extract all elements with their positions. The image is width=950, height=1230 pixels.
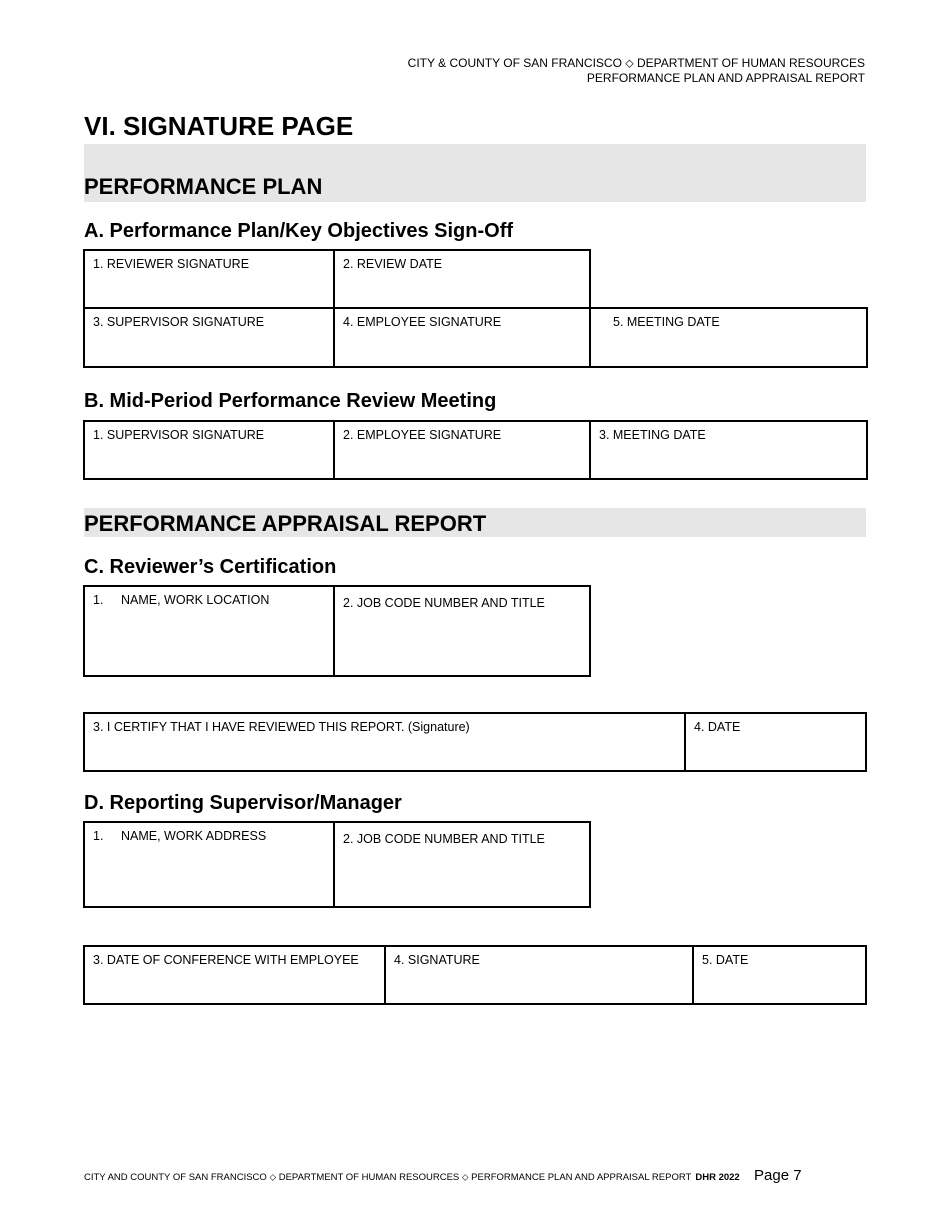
section-title-plan: PERFORMANCE PLAN	[84, 174, 323, 199]
mid-employee-signature-label: 2. EMPLOYEE SIGNATURE	[343, 428, 502, 442]
reviewer-job-code-field[interactable]	[334, 585, 591, 677]
meeting-date-field[interactable]	[590, 307, 868, 368]
reviewer-job-code-label: 2. JOB CODE NUMBER AND TITLE	[343, 596, 545, 610]
certify-date-field[interactable]	[685, 712, 867, 772]
supervisor-name-address-field[interactable]	[83, 821, 335, 908]
footer-code: DHR 2022	[695, 1172, 740, 1183]
supervisor-signature-d-field[interactable]	[384, 945, 694, 1005]
section-band-plan	[84, 144, 866, 202]
page-number: Page 7	[754, 1167, 802, 1184]
supervisor-date-label: 5. DATE	[702, 953, 749, 967]
mid-meeting-date-field[interactable]	[590, 420, 868, 480]
footer	[84, 1172, 740, 1183]
section-d-title: D. Reporting Supervisor/Manager	[84, 792, 402, 814]
reviewer-name-label: NAME, WORK LOCATION	[121, 593, 270, 607]
mid-supervisor-signature-label: 1. SUPERVISOR SIGNATURE	[93, 428, 265, 442]
mid-employee-signature-field[interactable]	[334, 420, 591, 480]
footer-text: CITY AND COUNTY OF SAN FRANCISCO ⬦ DEPARTMENT OF HUMAN RESOURCES ⬦ PERFORMANCE PLAN AND APPRAISAL REPORT	[84, 1172, 692, 1183]
section-b-title: B. Mid-Period Performance Review Meeting	[84, 390, 497, 412]
section-title-appraisal: PERFORMANCE APPRAISAL REPORT	[84, 511, 487, 536]
reviewer-signature-label: 1. REVIEWER SIGNATURE	[93, 257, 250, 271]
section-band-appraisal	[84, 508, 866, 537]
section-a-title: A. Performance Plan/Key Objectives Sign-Off	[84, 220, 514, 242]
section-c-title: C. Reviewer’s Certification	[84, 556, 337, 578]
employee-signature-label: 4. EMPLOYEE SIGNATURE	[343, 315, 502, 329]
certify-signature-label: 3. I CERTIFY THAT I HAVE REVIEWED THIS REPORT. (Signature)	[93, 720, 470, 734]
supervisor-job-code-field[interactable]	[334, 821, 591, 908]
conference-date-label: 3. DATE OF CONFERENCE WITH EMPLOYEE	[93, 953, 359, 967]
page-title: VI. SIGNATURE PAGE	[84, 111, 354, 141]
supervisor-name-number: 1.	[93, 829, 104, 843]
mid-supervisor-signature-field[interactable]	[83, 420, 335, 480]
supervisor-signature-field[interactable]	[83, 307, 335, 368]
supervisor-date-field[interactable]	[693, 945, 867, 1005]
supervisor-name-label: NAME, WORK ADDRESS	[121, 829, 267, 843]
reviewer-signature-field[interactable]	[83, 249, 335, 309]
meeting-date-label: 5. MEETING DATE	[613, 315, 720, 329]
header-line-1: CITY & COUNTY OF SAN FRANCISCO ⬦ DEPARTMENT OF HUMAN RESOURCES	[407, 56, 865, 70]
reviewer-name-number: 1.	[93, 593, 104, 607]
mid-meeting-date-label: 3. MEETING DATE	[599, 428, 706, 442]
certify-signature-field[interactable]	[83, 712, 686, 772]
certify-date-label: 4. DATE	[694, 720, 741, 734]
review-date-field[interactable]	[334, 249, 591, 309]
employee-signature-field[interactable]	[334, 307, 591, 368]
header-line-2: PERFORMANCE PLAN AND APPRAISAL REPORT	[586, 71, 865, 85]
reviewer-name-location-field[interactable]	[83, 585, 335, 677]
review-date-label: 2. REVIEW DATE	[343, 257, 443, 271]
supervisor-signature-d-label: 4. SIGNATURE	[394, 953, 480, 967]
supervisor-job-code-label: 2. JOB CODE NUMBER AND TITLE	[343, 832, 545, 846]
supervisor-signature-label: 3. SUPERVISOR SIGNATURE	[93, 315, 265, 329]
conference-date-field[interactable]	[83, 945, 386, 1005]
